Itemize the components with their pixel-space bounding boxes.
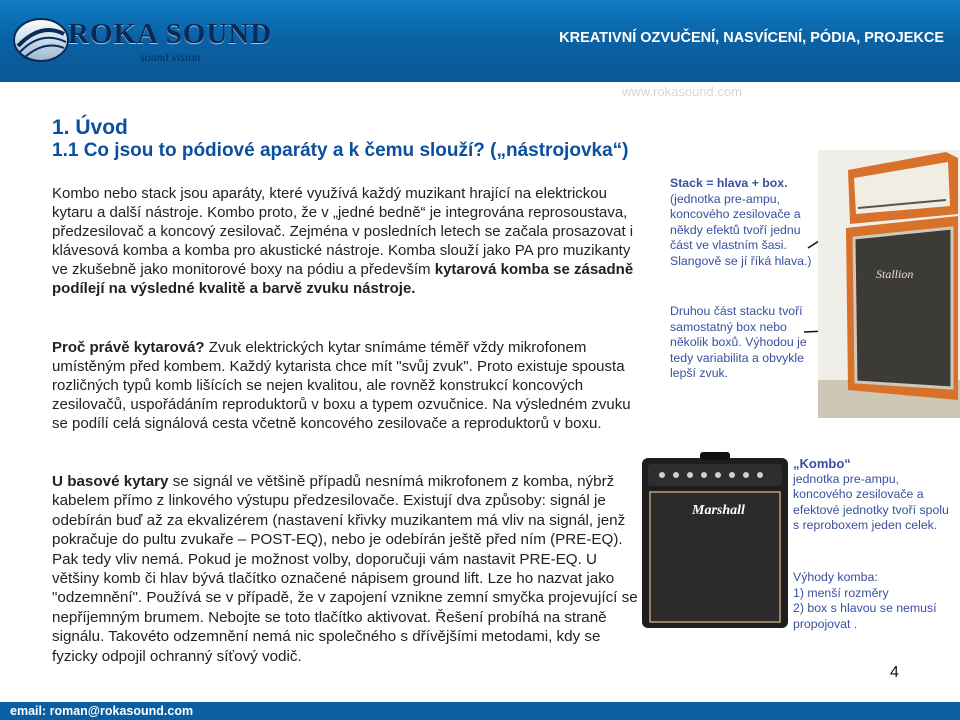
paragraph-intro-text: Kombo nebo stack jsou aparáty, které využívá každý muzikant hrající na elektrickou kytaru a další nástroje. Kombo proto, že v „jedné bedně“ je integrována reprosoustava, předzesilovač a koncový zesilovač. Zejména v posledních letech se začala prosazovat i klávesová komba a komba pro akustické nástroje. Komba slouží jako PA pro muzikanty ve zkušebně jako monitorové boxy na pódiu a především <box>52 185 634 278</box>
website-url[interactable]: www.rokasound.com <box>622 84 742 99</box>
paragraph-guitar-text: Zvuk elektrických kytar snímáme téměř vždy mikrofonem umístěným před kombem. Každý kytarista chce mít "svůj zvuk". Proto existuje spousta rozličných typů komb lišících se nejen kvalitou, ale rovněž konstrukcí koncových zesilovačů, uspořádáním reproduktorů v boxu a typem ozvučnice. Na výsledném zvuku se podílí celá signálová cesta včetně koncového zesilovače a reproduktorů v boxu. <box>52 339 631 432</box>
combo-advantages <box>793 570 953 632</box>
stack-amp-image <box>818 150 960 418</box>
paragraph-bass-lead: U basové kytary <box>52 473 169 490</box>
paragraph-intro <box>52 184 642 298</box>
combo-note <box>793 456 953 534</box>
advantage-item: 2) box s hlavou se nemusí propojovat . <box>793 601 937 631</box>
stack-note-desc: (jednotka pre-ampu, koncového zesilovače a někdy efektů tvoří jednu část ve vlastním šasi. Slangově se jí říká hlava.) <box>670 191 812 268</box>
logo-name: ROKA SOUND <box>68 18 273 50</box>
section-heading: 1. Úvod <box>52 116 128 139</box>
roka-logo-icon <box>12 16 70 64</box>
paragraph-intro-emphasis: kytarová komba se zásadně podílejí na výsledné kvalitě a barvě zvuku nástroje. <box>52 261 634 297</box>
logo-tagline: sound vision <box>140 50 201 64</box>
advantages-title: Výhody komba: <box>793 570 878 584</box>
advantage-item: 1) menší rozměry <box>793 585 889 600</box>
page-number: 4 <box>890 664 899 681</box>
paragraph-bass-text: se signál ve většině případů nesnímá mikrofonem z komba, nýbrž kabelem přímo z linkového výstupu předzesilovače. Existují dva způsoby: signál je odebírán buď až za ekvalizérem (nastavení křivky muzikantem má vliv na signál, jenž pokračuje do pultu zvukaře – POST-EQ), nebo je odebírán ještě před ním (PRE-EQ). Pak tedy vliv nemá. Pokud je možnost volby, doporučuji vám nastavit PRE-EQ. U většiny komb či hlav bývá tlačítko označené nápisem ground lift. Lze ho nazvat jako "odzemnění". Používá se v případě, že v zapojení vznikne zemní smyčka projevující se nepříjemným brumem. Nebojte se toto tlačítko aktivovat. Řešení probíhá na straně signálu. Takovéto odzemnění nemá nic společného s dřívějšími metodami, kdy se fyzicky odpojil ochranný síťový vodič. <box>52 473 638 665</box>
stack-brand-label: Stallion <box>876 267 914 281</box>
stack-box-note: Druhou část stacku tvoří samostatný box nebo několik boxů. Výhodou je tedy variabilita a obvykle lepší zvuk. <box>670 304 807 381</box>
stack-note <box>670 176 820 270</box>
combo-note-desc: jednotka pre-ampu, koncového zesilovače a efektové jednotky tvoří spolu s reproboxem jeden celek. <box>793 471 949 533</box>
combo-note-title: „Kombo“ <box>793 456 851 471</box>
paragraph-bass <box>52 472 642 666</box>
paragraph-guitar <box>52 338 642 433</box>
paragraph-guitar-lead: Proč právě kytarová? <box>52 339 205 356</box>
footer-email[interactable]: email: roman@rokasound.com <box>10 704 194 718</box>
combo-amp-image <box>640 452 790 630</box>
header-tagline: KREATIVNÍ OZVUČENÍ, NASVÍCENÍ, PÓDIA, PROJEKCE <box>559 30 944 46</box>
combo-brand-label: Marshall <box>692 503 745 518</box>
stack-note-title: Stack = hlava + box. <box>670 176 788 190</box>
subsection-heading: 1.1 Co jsou to pódiové aparáty a k čemu slouží? („nástrojovka“) <box>52 140 629 161</box>
